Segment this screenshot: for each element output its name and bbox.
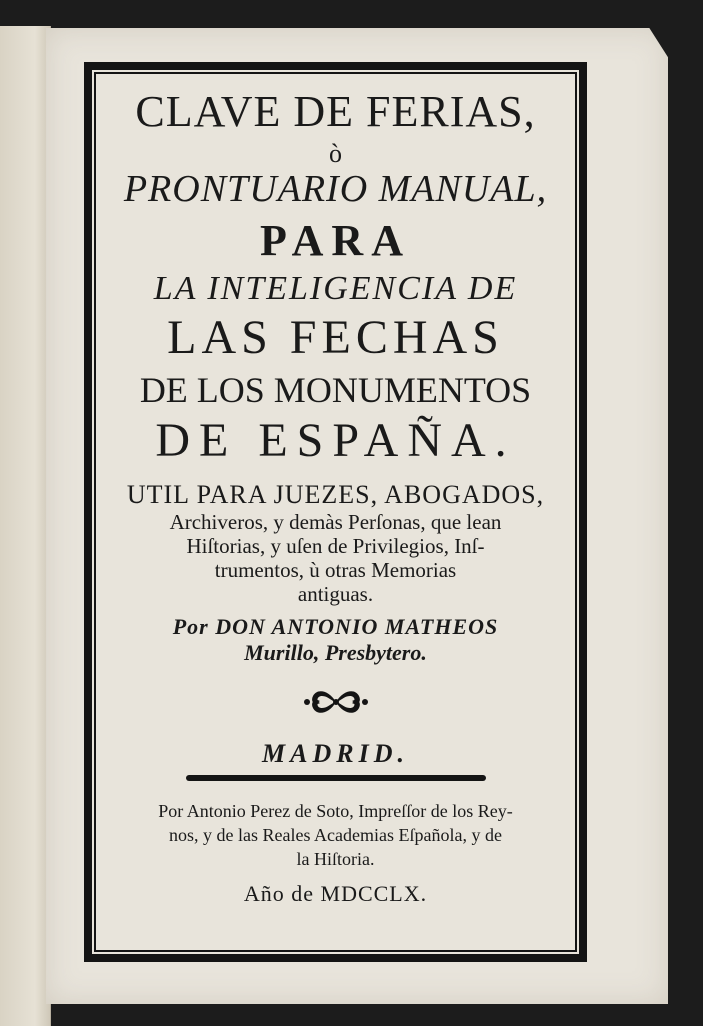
title-line-4: PARA xyxy=(260,216,411,265)
fleuron-ornament-icon xyxy=(301,682,371,722)
title-line-2: ò xyxy=(329,139,342,168)
title-line-8: DE ESPAÑA. xyxy=(155,414,516,467)
title-page-text xyxy=(100,80,571,907)
author-line-1: Por DON ANTONIO MATHEOS xyxy=(172,614,499,639)
place-of-publication: MADRID. xyxy=(262,739,409,768)
title-line-1: CLAVE DE FERIAS, xyxy=(135,87,536,136)
subtitle-line-4: trumentos, ù otras Memorias xyxy=(214,558,457,582)
imprint-line-2: nos, y de las Reales Academias Eſpañola, y de xyxy=(169,825,502,845)
title-line-3: PRONTUARIO MANUAL, xyxy=(123,168,548,210)
subtitle-line-2: Archiveros, y demàs Perſonas, que lean xyxy=(169,510,502,534)
publication-year: Año de MDCCLX. xyxy=(243,881,428,906)
facing-page-edge xyxy=(0,26,51,1026)
author-line-2: Murillo, Presbytero. xyxy=(244,640,427,665)
subtitle-line-3: Hiſtorias, y uſen de Privilegios, Inſ- xyxy=(186,534,485,558)
divider-rule xyxy=(186,775,486,781)
title-line-6: LAS FECHAS xyxy=(167,311,504,364)
imprint-line-1: Por Antonio Perez de Soto, Impreſſor de los Rey- xyxy=(158,801,513,821)
title-line-5: LA INTELIGENCIA DE xyxy=(153,270,518,307)
title-line-7: DE LOS MONUMENTOS xyxy=(139,370,532,410)
imprint-line-3: la Hiſtoria. xyxy=(296,849,375,869)
subtitle-line-5: antiguas. xyxy=(297,582,374,606)
subtitle-line-1: UTIL PARA JUEZES, ABOGADOS, xyxy=(126,480,545,509)
